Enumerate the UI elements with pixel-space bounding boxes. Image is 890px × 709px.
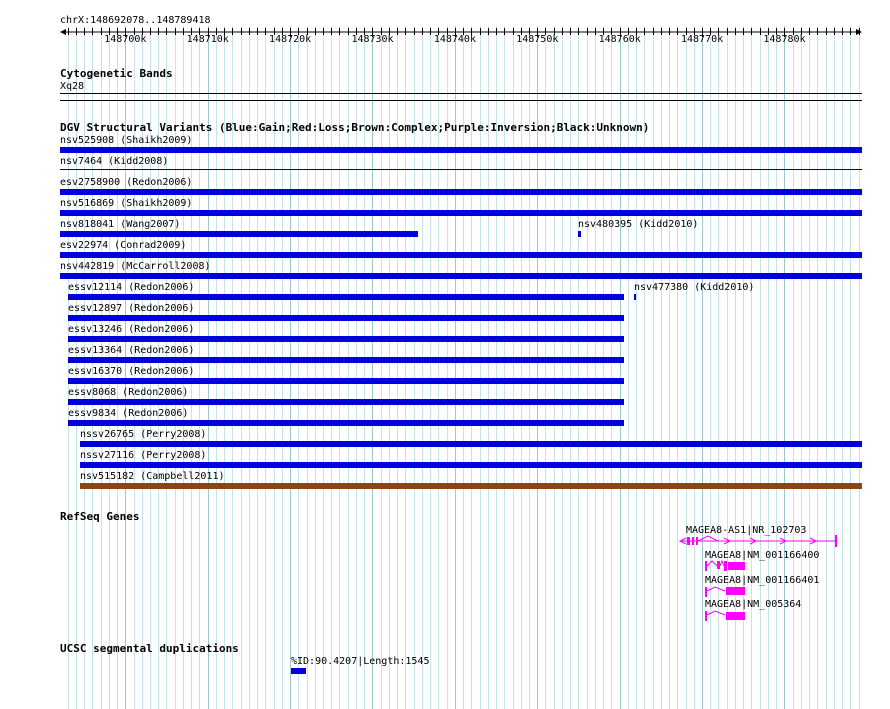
variant-bar[interactable] (68, 378, 623, 384)
variant-label[interactable]: esv22974 (Conrad2009) (60, 240, 187, 251)
segdup-label[interactable]: %ID:90.4207|Length:1545 (291, 656, 430, 667)
ruler-tick-label: 148700k (104, 34, 147, 45)
variant-label[interactable]: essv12897 (Redon2006) (68, 303, 195, 314)
cytoband-label[interactable]: Xq28 (60, 81, 85, 92)
variant-label[interactable]: esv2758900 (Redon2006) (60, 177, 193, 188)
variant-bar[interactable] (60, 189, 862, 195)
variant-bar[interactable] (578, 231, 580, 237)
ruler-left-arrow-icon (60, 29, 66, 35)
variant-label[interactable]: nsv477380 (Kidd2010) (634, 282, 755, 293)
variant-bar[interactable] (68, 294, 623, 300)
variant-bar[interactable] (68, 336, 623, 342)
variant-bar[interactable] (60, 147, 862, 153)
variant-bar[interactable] (68, 420, 623, 426)
variant-label[interactable]: nssv27116 (Perry2008) (80, 450, 207, 461)
variant-label[interactable]: nsv818041 (Wang2007) (60, 219, 181, 230)
cytoband-track-title: Cytogenetic Bands (60, 67, 173, 80)
gene-model-magea8-nm001166401 (705, 587, 745, 597)
variant-label[interactable]: nsv7464 (Kidd2008) (60, 156, 169, 167)
ruler-tick-label: 148770k (681, 34, 724, 45)
ruler-tick-label: 148780k (763, 34, 806, 45)
ruler-tick-label: 148750k (516, 34, 559, 45)
ruler-tick-label: 148730k (351, 34, 394, 45)
variant-label[interactable]: nsv515182 (Campbell2011) (80, 471, 225, 482)
gene-label-mageaa8-as1[interactable]: MAGEA8-AS1|NR_102703 (686, 525, 807, 536)
variant-label[interactable]: essv9834 (Redon2006) (68, 408, 189, 419)
variant-label[interactable]: essv12114 (Redon2006) (68, 282, 195, 293)
variant-label[interactable]: nsv480395 (Kidd2010) (578, 219, 699, 230)
dgv-track-title: DGV Structural Variants (Blue:Gain;Red:Loss;Brown:Complex;Purple:Inversion;Black:Unknown) (60, 121, 650, 134)
variant-bar[interactable] (80, 441, 862, 447)
variant-bar[interactable] (80, 483, 862, 489)
gene-label-magea8-nm001166401[interactable]: MAGEA8|NM_001166401 (705, 575, 820, 586)
variant-bar[interactable] (60, 169, 862, 170)
ruler-tick-label: 148740k (433, 34, 476, 45)
ruler-tick-label: 148720k (269, 34, 312, 45)
variant-label[interactable]: nsv516869 (Shaikh2009) (60, 198, 193, 209)
variant-bar[interactable] (60, 273, 862, 279)
variant-bar[interactable] (68, 399, 623, 405)
gene-label-magea8-nm001166400[interactable]: MAGEA8|NM_001166400 (705, 550, 820, 561)
gene-model-magea8-nm005364 (705, 611, 745, 621)
cytoband-line-bottom (60, 100, 862, 101)
ruler-tick-label: 148760k (598, 34, 641, 45)
variant-bar[interactable] (60, 252, 862, 258)
variant-bar[interactable] (60, 210, 862, 216)
ruler-tick-label: 148710k (186, 34, 229, 45)
gene-model-magea8-as1 (680, 535, 837, 547)
refseq-gene-models[interactable] (670, 530, 850, 625)
variant-bar[interactable] (68, 357, 623, 363)
variant-bar[interactable] (634, 294, 636, 300)
variant-label[interactable]: essv13246 (Redon2006) (68, 324, 195, 335)
variant-label[interactable]: nsv442819 (McCarroll2008) (60, 261, 211, 272)
variant-bar[interactable] (80, 462, 862, 468)
refseq-track-title: RefSeq Genes (60, 510, 140, 523)
variant-label[interactable]: essv16370 (Redon2006) (68, 366, 195, 377)
gene-model-magea8-nm001166400 (705, 561, 745, 571)
region-label: chrX:148692078..148789418 (60, 15, 211, 26)
variant-label[interactable]: nsv525908 (Shaikh2009) (60, 135, 193, 146)
variant-bar[interactable] (68, 315, 623, 321)
variant-label[interactable]: essv13364 (Redon2006) (68, 345, 195, 356)
gene-label-magea8-nm005364[interactable]: MAGEA8|NM_005364 (705, 599, 802, 610)
segdup-bar[interactable] (291, 668, 306, 674)
segdup-track-title: UCSC segmental duplications (60, 642, 239, 655)
variant-label[interactable]: nssv26765 (Perry2008) (80, 429, 207, 440)
cytoband-line-top (60, 93, 862, 94)
variant-label[interactable]: essv8068 (Redon2006) (68, 387, 189, 398)
variant-bar[interactable] (60, 231, 418, 237)
